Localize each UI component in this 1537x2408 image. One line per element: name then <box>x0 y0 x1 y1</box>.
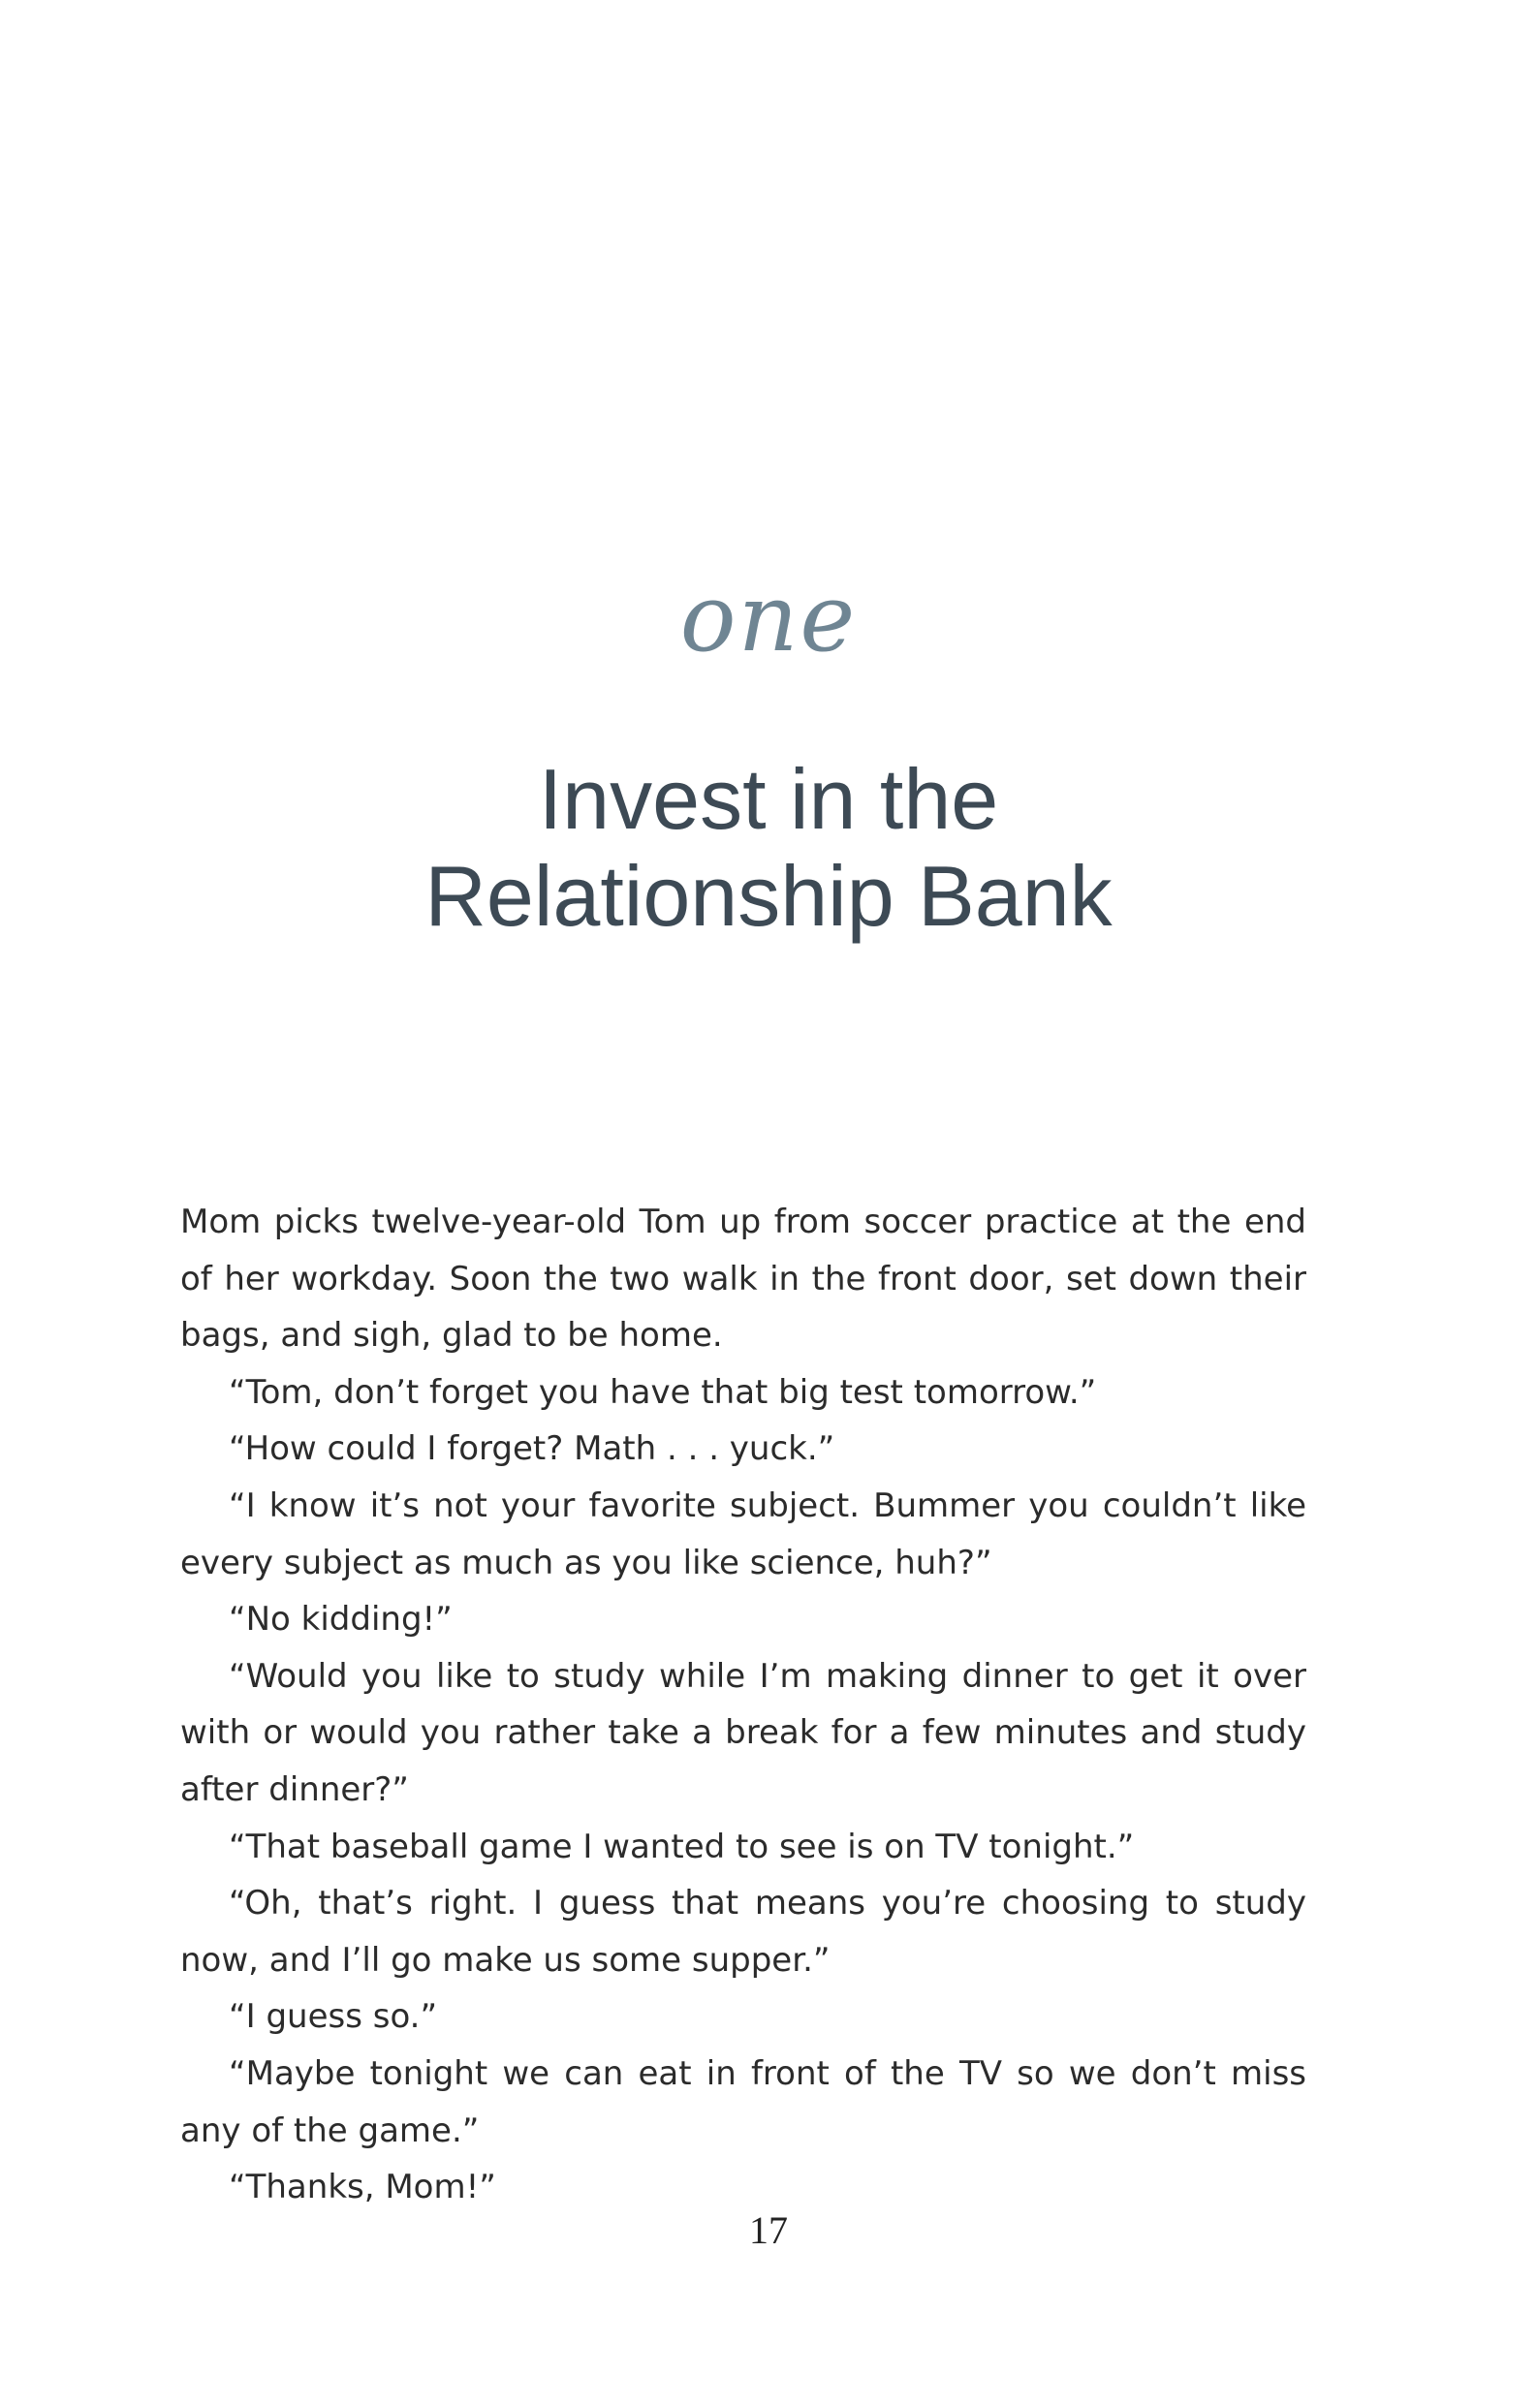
body-text <box>180 1194 1306 2216</box>
paragraph: “How could I forget? Math . . . yuck.” <box>229 1429 835 1469</box>
chapter-title <box>0 751 1537 945</box>
paragraph: “Oh, that’s right. I guess that means you’re choosing to study now, and I’ll go make us some supper.” <box>180 1884 1306 1980</box>
paragraph: Mom picks twelve-year-old Tom up from soccer practice at the end of her workday. Soon the two walk in the front door, set down their bags, and sigh, glad to be home. <box>180 1203 1306 1356</box>
paragraph: “No kidding!” <box>229 1600 453 1640</box>
paragraph: “Would you like to study while I’m making dinner to get it over with or would you rather take a break for a few minutes and study after dinner?” <box>180 1656 1306 1809</box>
paragraph: “Maybe tonight we can eat in front of the TV so we don’t miss any of the game.” <box>180 2053 1306 2150</box>
paragraph: “Thanks, Mom!” <box>229 2168 496 2207</box>
paragraph: “I guess so.” <box>229 1997 438 2037</box>
chapter-title-line-1: Invest in the <box>538 751 999 847</box>
page-number: 17 <box>749 2208 788 2252</box>
paragraph: “Tom, don’t forget you have that big test tomorrow.” <box>229 1372 1097 1412</box>
chapter-title-line-2: Relationship Bank <box>424 848 1113 944</box>
paragraph: “That baseball game I wanted to see is on TV tonight.” <box>229 1827 1135 1866</box>
paragraph: “I know it’s not your favorite subject. Bummer you couldn’t like every subject as much as you like science, huh?” <box>180 1485 1306 1582</box>
chapter-number: one <box>679 564 858 672</box>
